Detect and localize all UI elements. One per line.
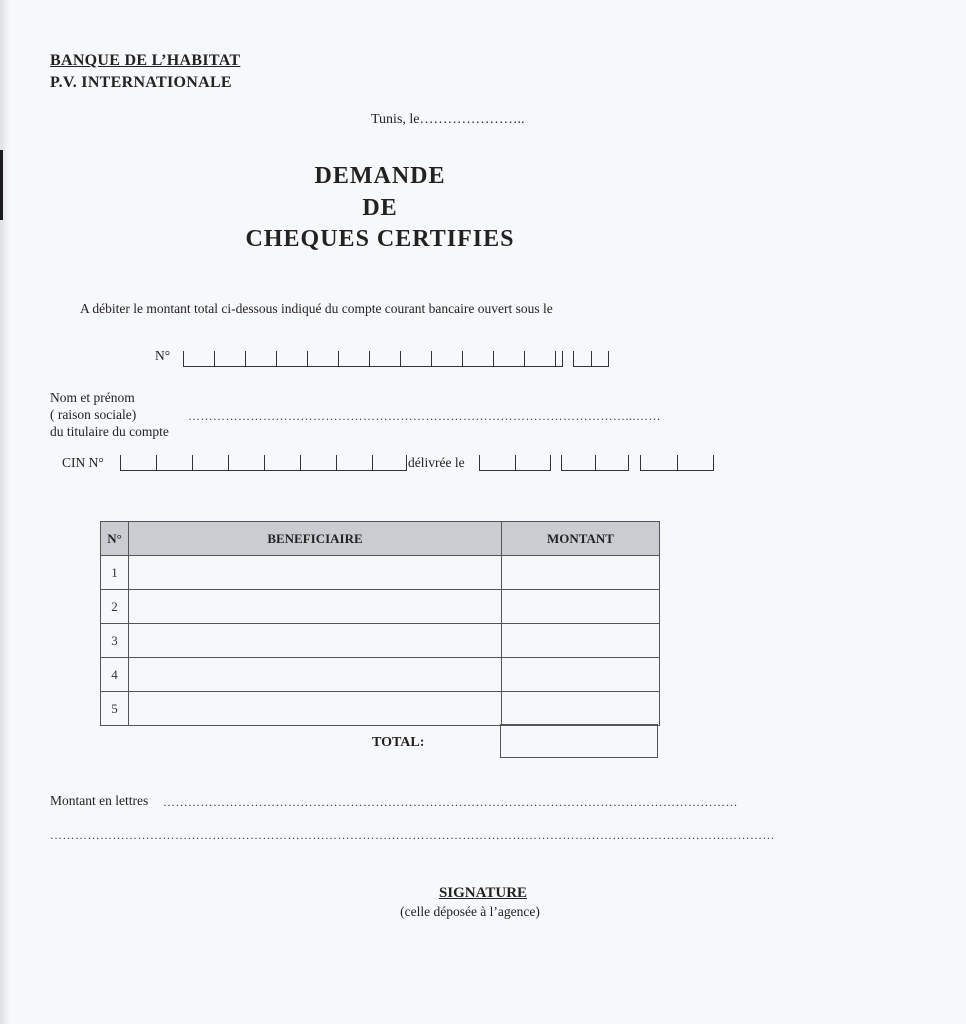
account-digit-box[interactable]	[431, 351, 462, 367]
account-digit-box[interactable]	[462, 351, 493, 367]
row-number: 5	[101, 692, 129, 726]
account-number-boxes[interactable]	[183, 350, 563, 367]
amount-cell[interactable]	[502, 658, 660, 692]
intro-text: A débiter le montant total ci-dessous indiqué du compte courant bancaire ouvert sous le	[80, 301, 553, 316]
holder-label-3: du titulaire du compte	[50, 424, 169, 439]
cin-label: CIN N°	[62, 455, 104, 470]
delivered-label: délivrée le	[408, 455, 465, 470]
amount-words-field-2[interactable]: …………………………………………………………………………………………………………………………………………………………	[50, 828, 775, 842]
cin-digit-box[interactable]	[336, 455, 372, 471]
amount-words-field-1[interactable]: …………………………………………………………………………………………………………………………	[163, 795, 738, 809]
table-row	[101, 692, 660, 726]
date-digit-box[interactable]	[515, 455, 551, 471]
account-digit-box[interactable]	[555, 351, 563, 367]
account-digit-box[interactable]	[183, 351, 214, 367]
account-key-box[interactable]	[573, 351, 591, 367]
signature-label: SIGNATURE	[438, 885, 528, 901]
cin-digit-box[interactable]	[156, 455, 192, 471]
cin-digit-box[interactable]	[264, 455, 300, 471]
account-digit-box[interactable]	[369, 351, 400, 367]
column-header-number: N°	[101, 522, 129, 556]
amount-words-label: Montant en lettres	[50, 793, 149, 808]
account-digit-box[interactable]	[276, 351, 307, 367]
table-row	[101, 624, 660, 658]
date-digit-box[interactable]	[479, 455, 515, 471]
table-row	[101, 658, 660, 692]
account-digit-box[interactable]	[493, 351, 524, 367]
account-digit-box[interactable]	[338, 351, 369, 367]
cin-digit-box[interactable]	[228, 455, 264, 471]
account-digit-box[interactable]	[307, 351, 338, 367]
date-digit-box[interactable]	[595, 455, 629, 471]
amount-cell[interactable]	[502, 590, 660, 624]
amount-cell[interactable]	[502, 556, 660, 590]
table-header-row	[101, 522, 660, 556]
bank-name: BANQUE DE L’HABITAT	[50, 52, 241, 69]
date-digit-box[interactable]	[677, 455, 714, 471]
beneficiary-cell[interactable]	[129, 556, 502, 590]
account-digit-box[interactable]	[524, 351, 555, 367]
title-line-2: DE	[362, 195, 398, 221]
signature-note: (celle déposée à l’agence)	[400, 904, 540, 919]
date-digit-box[interactable]	[561, 455, 595, 471]
account-key-boxes[interactable]	[573, 350, 609, 367]
account-key-box[interactable]	[591, 351, 609, 367]
account-digit-box[interactable]	[245, 351, 276, 367]
title-line-1: DEMANDE	[314, 163, 446, 189]
beneficiary-cell[interactable]	[129, 624, 502, 658]
delivery-year-boxes[interactable]	[640, 454, 714, 471]
row-number: 4	[101, 658, 129, 692]
holder-label-1: Nom et prénom	[50, 390, 135, 405]
cin-digit-box[interactable]	[300, 455, 336, 471]
account-digit-box[interactable]	[214, 351, 245, 367]
column-header-beneficiary: BENEFICIAIRE	[129, 522, 502, 556]
account-number-label: N°	[155, 348, 171, 363]
amount-cell[interactable]	[502, 692, 660, 726]
beneficiary-cell[interactable]	[129, 658, 502, 692]
delivery-month-boxes[interactable]	[561, 454, 629, 471]
table-row	[101, 590, 660, 624]
cin-boxes[interactable]	[120, 454, 407, 471]
cin-digit-box[interactable]	[192, 455, 228, 471]
row-number: 2	[101, 590, 129, 624]
table-row	[101, 556, 660, 590]
title-line-3: CHEQUES CERTIFIES	[245, 226, 515, 252]
beneficiary-cell[interactable]	[129, 692, 502, 726]
cin-digit-box[interactable]	[120, 455, 156, 471]
row-number: 1	[101, 556, 129, 590]
holder-name-field[interactable]: ……………………………………………………………………………………………...……	[188, 409, 661, 423]
row-number: 3	[101, 624, 129, 658]
column-header-amount: MONTANT	[502, 522, 660, 556]
branch-name: P.V. INTERNATIONALE	[50, 74, 232, 91]
cin-digit-box[interactable]	[372, 455, 407, 471]
beneficiary-cell[interactable]	[129, 590, 502, 624]
beneficiary-table	[100, 521, 660, 726]
total-label: TOTAL:	[372, 735, 425, 750]
holder-label-2: ( raison sociale)	[50, 407, 137, 422]
account-digit-box[interactable]	[400, 351, 431, 367]
amount-cell[interactable]	[502, 624, 660, 658]
total-amount-cell[interactable]	[500, 724, 658, 758]
date-digit-box[interactable]	[640, 455, 677, 471]
date-line: Tunis, le…………………..	[371, 112, 525, 127]
delivery-day-boxes[interactable]	[479, 454, 551, 471]
